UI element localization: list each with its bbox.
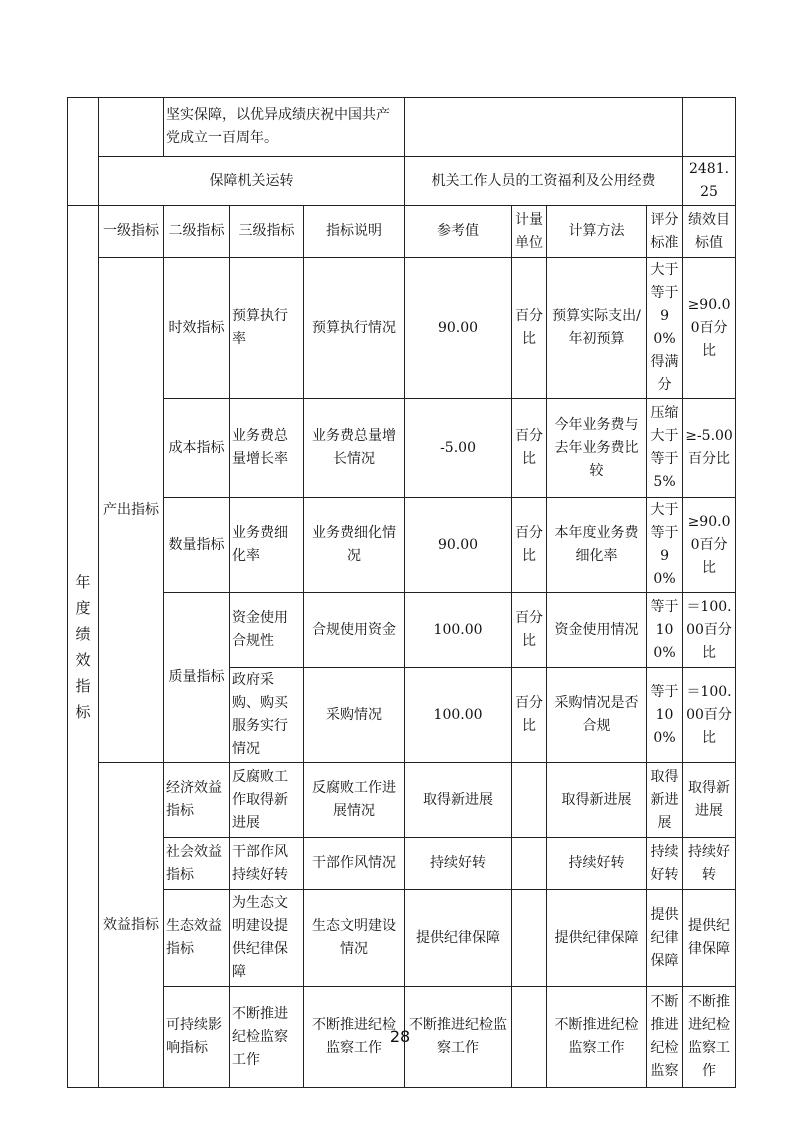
row-score: 压缩大于等于5% (647, 399, 683, 498)
row-target: 持续好转 (683, 838, 736, 890)
item-desc: 机关工作人员的工资福利及公用经费 (405, 157, 683, 206)
row-target: ≥90.00百分比 (683, 258, 736, 399)
row-ref: 持续好转 (405, 838, 512, 890)
header-target: 绩效目标值 (683, 206, 736, 258)
section-label: 年度绩效指标 (68, 206, 99, 1088)
row-score: 等于100% (647, 593, 683, 668)
blank-cell (683, 98, 736, 157)
row-l3: 预算执行率 (230, 258, 304, 399)
row-target: ≥90.00百分比 (683, 498, 736, 593)
row-ref: 取得新进展 (405, 763, 512, 838)
goal-row (68, 98, 736, 157)
row-ref: 提供纪律保障 (405, 890, 512, 987)
row-l3: 不断推进纪检监察工作 (230, 987, 304, 1088)
row-l2: 数量指标 (164, 498, 230, 593)
row-ref: -5.00 (405, 399, 512, 498)
row-score: 不断推进纪检监察 (647, 987, 683, 1088)
row-desc: 干部作风情况 (304, 838, 405, 890)
row-score: 大于等于90% (647, 498, 683, 593)
row-method: 取得新进展 (547, 763, 647, 838)
row-desc: 反腐败工作进展情况 (304, 763, 405, 838)
row-score: 提供纪律保障 (647, 890, 683, 987)
item-amount: 2481.25 (683, 157, 736, 206)
item-name: 保障机关运转 (99, 157, 405, 206)
header-score: 评分标准 (647, 206, 683, 258)
row-target: ＝100.00百分比 (683, 593, 736, 668)
goal-text: 坚实保障，以优异成绩庆祝中国共产党成立一百周年。 (164, 98, 405, 157)
row-ref: 100.00 (405, 668, 512, 763)
row-desc: 业务费总量增长情况 (304, 399, 405, 498)
table-row (68, 890, 736, 987)
row-l2: 可持续影响指标 (164, 987, 230, 1088)
row-l3: 业务费总量增长率 (230, 399, 304, 498)
row-method: 提供纪律保障 (547, 890, 647, 987)
blank-cell (405, 98, 683, 157)
row-desc: 预算执行情况 (304, 258, 405, 399)
row-unit: 百分比 (512, 668, 547, 763)
row-ref: 90.00 (405, 258, 512, 399)
row-l2: 经济效益指标 (164, 763, 230, 838)
row-method: 本年度业务费细化率 (547, 498, 647, 593)
header-unit: 计量单位 (512, 206, 547, 258)
left-blank-cell (68, 98, 99, 206)
row-desc: 生态文明建设情况 (304, 890, 405, 987)
header-desc: 指标说明 (304, 206, 405, 258)
row-score: 持续好转 (647, 838, 683, 890)
table-row (68, 399, 736, 498)
group-benefit: 效益指标 (99, 763, 164, 1088)
row-desc: 合规使用资金 (304, 593, 405, 668)
table-row (68, 838, 736, 890)
row-ref: 100.00 (405, 593, 512, 668)
header-level2: 二级指标 (164, 206, 230, 258)
row-l2: 生态效益指标 (164, 890, 230, 987)
row-desc: 业务费细化情况 (304, 498, 405, 593)
row-unit: 百分比 (512, 498, 547, 593)
page-number: 28 (389, 1027, 411, 1046)
row-target: 取得新进展 (683, 763, 736, 838)
row-desc: 不断推进纪检监察工作 (304, 987, 405, 1088)
row-l3: 反腐败工作取得新进展 (230, 763, 304, 838)
table-row (68, 258, 736, 399)
row-score: 等于100% (647, 668, 683, 763)
row-score: 大于等于90%得满分 (647, 258, 683, 399)
row-unit (512, 763, 547, 838)
row-l3: 政府采购、购买服务实行情况 (230, 668, 304, 763)
row-method: 今年业务费与去年业务费比较 (547, 399, 647, 498)
item-row (68, 157, 736, 206)
row-method: 不断推进纪检监察工作 (547, 987, 647, 1088)
row-target: ＝100.00百分比 (683, 668, 736, 763)
row-ref: 90.00 (405, 498, 512, 593)
row-unit: 百分比 (512, 399, 547, 498)
performance-table (67, 97, 736, 1088)
row-target: ≥-5.00百分比 (683, 399, 736, 498)
row-desc: 采购情况 (304, 668, 405, 763)
table-row (68, 593, 736, 668)
row-score: 取得新进展 (647, 763, 683, 838)
row-method: 预算实际支出/年初预算 (547, 258, 647, 399)
row-target: 不断推进纪检监察工作 (683, 987, 736, 1088)
row-unit: 百分比 (512, 593, 547, 668)
blank-cell (99, 98, 164, 157)
row-l3: 业务费细化率 (230, 498, 304, 593)
row-unit (512, 838, 547, 890)
header-row (68, 206, 736, 258)
row-unit: 百分比 (512, 258, 547, 399)
row-l2: 时效指标 (164, 258, 230, 399)
table-row (68, 498, 736, 593)
header-level3: 三级指标 (230, 206, 304, 258)
table-row (68, 763, 736, 838)
row-method: 持续好转 (547, 838, 647, 890)
row-l3: 为生态文明建设提供纪律保障 (230, 890, 304, 987)
row-l2: 成本指标 (164, 399, 230, 498)
row-ref: 不断推进纪检监察工作 (405, 987, 512, 1088)
row-method: 资金使用情况 (547, 593, 647, 668)
row-l2: 社会效益指标 (164, 838, 230, 890)
row-l2: 质量指标 (164, 593, 230, 763)
row-method: 采购情况是否合规 (547, 668, 647, 763)
header-level1: 一级指标 (99, 206, 164, 258)
group-output: 产出指标 (99, 258, 164, 763)
row-target: 提供纪律保障 (683, 890, 736, 987)
header-ref: 参考值 (405, 206, 512, 258)
row-unit (512, 890, 547, 987)
row-l3: 资金使用合规性 (230, 593, 304, 668)
header-method: 计算方法 (547, 206, 647, 258)
row-l3: 干部作风持续好转 (230, 838, 304, 890)
